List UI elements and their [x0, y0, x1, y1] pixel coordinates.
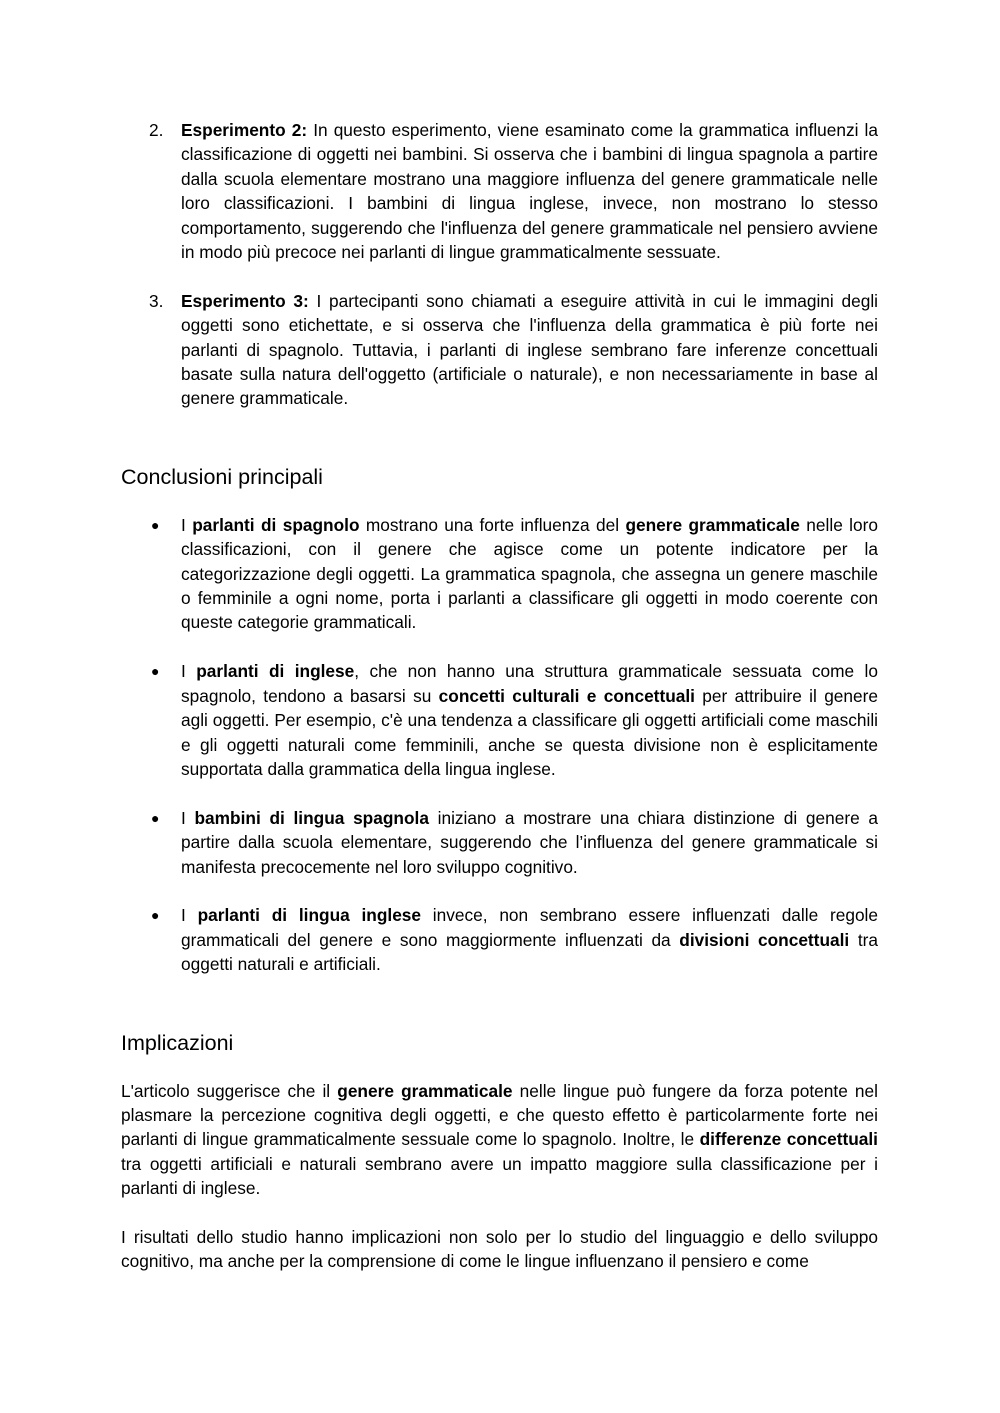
- conclusions-list: [121, 513, 878, 977]
- text-run: I: [181, 661, 197, 682]
- paragraph-spacer: [121, 1201, 878, 1225]
- bold-run: parlanti di lingua inglese: [197, 905, 422, 926]
- text-run: I: [181, 807, 195, 828]
- experiment-title: Esperimento 2:: [181, 120, 308, 140]
- bullet-marker: ●: [151, 516, 160, 533]
- bullet-marker: ●: [151, 663, 160, 680]
- text-run: I: [181, 905, 198, 926]
- list-item: [121, 903, 878, 976]
- bold-run: differenze concettuali: [699, 1129, 878, 1150]
- list-spacer: [121, 781, 878, 805]
- experiment-title: Esperimento 3:: [181, 290, 309, 311]
- bold-run: bambini di lingua spagnola: [194, 807, 429, 828]
- text-run: tra oggetti naturali e artificiali.: [181, 929, 878, 975]
- bold-run: divisioni concettuali: [679, 929, 850, 950]
- list-item: [121, 806, 878, 879]
- text-run: I: [181, 514, 193, 535]
- section-heading-implications: Implicazioni: [121, 1030, 234, 1055]
- experiment-text: I partecipanti sono chiamati a eseguire attività in cui le immagini degli oggetti sono etichettate, e si osserva che l'influenza della grammatica è più forte nei parlanti di spagnolo. Tuttavia, i parlanti di inglese sembrano fare inferenze concettuali basate sulla natura dell'oggetto (artificiale o naturale), e non necessariamente in base al genere grammaticale.: [181, 290, 879, 409]
- text-run: invece, non sembrano essere influenzati dalle regole grammaticali del genere e sono maggiormente influenzati da: [181, 905, 879, 950]
- bold-run: genere grammaticale: [625, 514, 800, 535]
- section-spacer: [121, 1057, 878, 1079]
- bullet-marker: ●: [151, 809, 160, 826]
- text-run: nelle lingue può fungere da forza potente nel plasmare la percezione cognitiva degli oggetti, e che questo effetto è particolarmente forte nei parlanti di lingue grammaticalmente sessuale come lo spagnolo. Inoltre, le: [121, 1080, 878, 1150]
- list-number: 2.: [149, 120, 164, 140]
- experiments-list: [121, 118, 878, 411]
- text-run: nelle loro classificazioni, con il genere che agisce come un potente indicatore per la categorizzazione degli oggetti. La grammatica spagnola, che assegna un genere maschile o femminile a ogni nome, porta i parlanti a classificare gli oggetti in modo coerente con queste categorie grammaticali.: [181, 514, 878, 633]
- text-run: tra oggetti artificiali e naturali sembrano avere un impatto maggiore sulla classificazione per i parlanti di inglese.: [121, 1153, 878, 1199]
- list-item: [121, 513, 878, 635]
- text-run: L'articolo suggerisce che il: [121, 1080, 338, 1101]
- bold-run: parlanti di inglese: [196, 661, 355, 682]
- bold-run: parlanti di spagnolo: [192, 514, 360, 535]
- section-spacer: [121, 491, 878, 513]
- list-spacer: [121, 264, 878, 288]
- paragraph: [121, 1079, 878, 1201]
- text-run: , che non hanno una struttura grammaticale sessuata come lo spagnolo, tendono a basarsi su: [181, 661, 878, 706]
- text-run: mostrano una forte influenza del: [359, 514, 626, 535]
- document-content: [121, 118, 878, 1273]
- list-spacer: [121, 635, 878, 659]
- paragraph: I risultati dello studio hanno implicazioni non solo per lo studio del linguaggio e dello sviluppo cognitivo, ma anche per la comprensione di come le lingue influenzano il pensiero e come: [121, 1226, 878, 1271]
- list-spacer: [121, 879, 878, 903]
- experiment-text: In questo esperimento, viene esaminato come la grammatica influenzi la classificazione di oggetti nei bambini. Si osserva che i bambini di lingua spagnola a partire dalla scuola elementare mostrano una maggiore influenza del genere grammaticale nelle loro classificazioni. I bambini di lingua inglese, invece, non mostrano lo stesso comportamento, suggerendo che l'influenza del genere grammaticale nel pensiero avviene in modo più precoce nei parlanti di lingue grammaticalmente sessuate.: [181, 120, 878, 263]
- list-number: 3.: [149, 290, 164, 311]
- text-run: per attribuire il genere agli oggetti. Per esempio, c'è una tendenza a classificare gli oggetti artificiali come maschili e gli oggetti naturali come femminili, anche se questa divisione non è esplicitamente supportata dalla grammatica della lingua inglese.: [181, 685, 878, 779]
- section-heading-conclusions: Conclusioni principali: [121, 464, 323, 489]
- text-run: iniziano a mostrare una chiara distinzione di genere a partire dalla scuola elementare, suggerendo che l’influenza del genere grammaticale si manifesta precocemente nel loro sviluppo cognitivo.: [181, 807, 878, 877]
- bullet-marker: ●: [151, 907, 160, 924]
- list-item: [121, 118, 878, 264]
- bold-run: genere grammaticale: [337, 1080, 513, 1101]
- bold-run: concetti culturali e concettuali: [438, 685, 695, 706]
- section-spacer: [121, 977, 878, 1029]
- section-spacer: [121, 411, 878, 463]
- list-item: [121, 289, 878, 411]
- list-item: [121, 659, 878, 781]
